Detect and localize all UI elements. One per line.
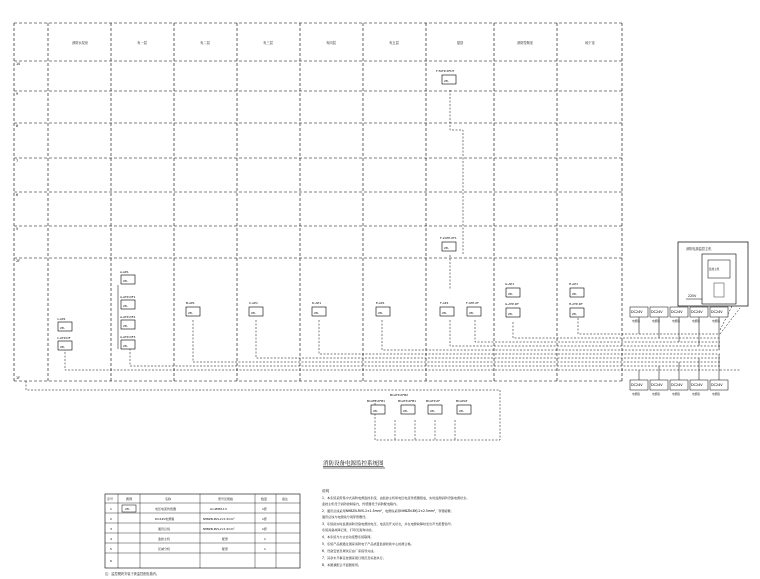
legend-name: DC24V电源箱 [155, 517, 175, 521]
column-header: 负三层 [263, 41, 273, 45]
supply-label: DC24V [691, 383, 703, 387]
supply-sub: 电源箱 [672, 320, 680, 323]
column-header: 地下室 [585, 41, 595, 45]
module-label: H-ATP-DF [569, 302, 583, 306]
module-label: 1-AP1 [57, 317, 66, 321]
bus-label: 220V [688, 294, 697, 298]
notes [322, 488, 469, 567]
floor-label: 2F [16, 259, 21, 263]
module-label: F-ATP-XF [466, 301, 479, 305]
legend-header: 型号及规格 [218, 497, 234, 501]
legend-header: 备注 [282, 497, 289, 501]
module-label: G-AP1 [505, 282, 515, 286]
floor-label: 1F [16, 376, 21, 380]
column-header: 消防控制室 [517, 41, 533, 45]
module-sub: 2PL [444, 80, 449, 83]
module-sub: 2PL [459, 410, 464, 413]
module-sub: 2PL [508, 293, 513, 296]
supply-sub: 电源箱 [712, 393, 720, 396]
sensor-modules [57, 69, 584, 350]
note-line: 通讯总线与电源线分别穿管敷设。 [322, 515, 369, 519]
supply-label: DC24V [671, 310, 683, 314]
legend-qty: 1套 [262, 527, 267, 531]
supply-sub: 电源箱 [632, 393, 640, 396]
note-line: 2、通讯总线采用NHBZN-RVS-2×1.5mm²，电源线采用NHBZN-BYJ-2×2.5mm²，穿管暗敷。 [322, 509, 454, 513]
column-header: 负一层 [137, 41, 147, 45]
legend-spec: AcuEPM-13 [210, 507, 227, 511]
module-label: E-AP1 [376, 301, 385, 305]
diagram-title: 消防设备电源监控系统图 [323, 461, 384, 467]
legend-header: 图例 [126, 497, 133, 501]
note-line: 3、系统能实时监测消防设备电源的电压、电流及开关状态，并在电源故障时发出声光报警信号。 [322, 522, 454, 526]
supply-sub: 电源箱 [652, 393, 660, 396]
legend-spec: 配套 [222, 537, 229, 541]
legend-qty: 1套 [262, 517, 267, 521]
legend-header: 数量 [261, 497, 268, 501]
supply-sub: 电源箱 [652, 320, 660, 323]
bottom-group-label: B1ATP-XFB2 [390, 393, 409, 397]
floor-label: 8 [16, 124, 19, 128]
module-label: H-AP1 [569, 282, 579, 286]
notes-title: 说明 [322, 489, 330, 493]
module-label: D-AP1 [312, 301, 322, 305]
supply-boxes [630, 307, 728, 396]
supply-label: DC24V [711, 383, 723, 387]
monitor-host [678, 242, 748, 306]
legend-name: 电压电流传感器 [155, 507, 177, 511]
floor-label: 10 [16, 62, 21, 66]
module-label: F-AP1 [440, 301, 449, 305]
legend-no: 2 [110, 517, 112, 521]
legend-spec: NHBZN-RVS-2×1.5mm² [203, 527, 235, 531]
module-sub: 2PL [60, 327, 65, 330]
monitor-title: 消防电源监控主机 [686, 247, 712, 251]
module-sub: 2PL [60, 346, 65, 349]
legend-name: 通讯总线 [158, 527, 171, 531]
note-line: 系统具备故障记录、打印及查询功能。 [322, 528, 375, 532]
module-sub: 2PL [373, 410, 378, 413]
supply-label: DC24V [651, 383, 663, 387]
floor-grid [14, 23, 622, 381]
note-line: 1、本系统采用集中式消防电源监控系统，由监控主机和电压电流传感器组成，实时监测消防设备电源状态。 [322, 496, 470, 500]
module-label: B1ATP-XFB1 [398, 399, 417, 403]
module-sub: 2PL [508, 313, 513, 316]
legend-name: 监控主机 [158, 537, 171, 541]
module-sub: 2PL [251, 312, 256, 315]
supply-sub: 电源箱 [692, 320, 700, 323]
floor-label: 7 [16, 159, 19, 163]
legend-qty: 1套 [262, 507, 267, 511]
module-sub: 2PL [430, 410, 435, 413]
supply-label: DC24V [651, 310, 663, 314]
floor-label: 5 [16, 227, 19, 231]
module-sub: 2PL [123, 305, 128, 308]
module-label: A-ATP-DF3 [120, 335, 136, 339]
module-sub: 2PL [572, 313, 577, 316]
column-header: 负五层 [389, 41, 399, 45]
legend-footnote: 注：监控模块安装于被监控配电箱内。 [105, 572, 160, 576]
legend-no: 3 [110, 527, 112, 531]
legend-no: 1 [110, 507, 112, 511]
module-sub: 2PL [444, 247, 449, 250]
note-line: 6、设备安装及调试应由厂家指导完成。 [322, 549, 377, 553]
supply-sub: 电源箱 [632, 320, 640, 323]
note-line: 5、系统产品须通过国家消防电子产品质量监督检验中心检测合格。 [322, 542, 414, 546]
module-sub: 2PL [314, 312, 319, 315]
legend-symbol: 2PL [125, 508, 130, 511]
module-label: B1ATP-XFB1 [367, 399, 386, 403]
legend-table [105, 494, 300, 576]
supply-label: DC24V [631, 383, 643, 387]
legend-no: 6 [110, 559, 112, 563]
supply-label: DC24V [671, 383, 683, 387]
module-label: B-AP1 [186, 301, 195, 305]
supply-sub: 电源箱 [672, 393, 680, 396]
note-line: 8、本图须配合平面图使用。 [322, 563, 362, 567]
module-sub: 2PL [123, 345, 128, 348]
module-sub: 2PL [123, 280, 128, 283]
column-headers [72, 40, 596, 45]
floor-label: 6 [16, 193, 19, 197]
note-line: 7、其余未尽事宜按国家现行规范及标准执行。 [322, 556, 386, 560]
module-sub: 2PL [572, 293, 577, 296]
supply-sub: 电源箱 [712, 320, 720, 323]
monitor-screen: 监控主机 [709, 268, 720, 271]
module-sub: 2PL [123, 325, 128, 328]
column-header: 负二层 [200, 41, 210, 45]
floor-label: 9 [16, 92, 19, 96]
floor-labels [16, 62, 20, 380]
module-sub: 2PL [378, 312, 383, 315]
legend-name: 区域分机 [158, 547, 171, 551]
module-label: B1APLE [456, 399, 468, 403]
legend-no: 5 [110, 547, 112, 551]
module-label: A-ATP-DF2 [120, 315, 136, 319]
legend-spec: 配套 [222, 547, 229, 551]
legend-qty: 1 [264, 537, 266, 541]
legend-no: 4 [110, 537, 112, 541]
module-label: C-AP1 [249, 301, 258, 305]
module-sub: 2PL [188, 312, 193, 315]
column-header: 屋顶 [456, 41, 464, 45]
module-label: 1-ATP-DF [57, 336, 71, 340]
module-sub: 2PL [403, 410, 408, 413]
module-label: A-AP1 [120, 270, 129, 274]
column-header: 消防水泵房 [72, 41, 88, 45]
legend-header: 名称 [165, 497, 172, 501]
note-line: 监控主机设于消防控制室内，传感器设于消防配电箱内。 [322, 502, 400, 506]
module-label: G-ATP-DF [505, 302, 519, 306]
supply-label: DC24V [691, 310, 703, 314]
supply-sub: 电源箱 [692, 393, 700, 396]
legend-header: 序号 [107, 497, 114, 501]
column-header: 负四层 [326, 41, 336, 45]
module-label: F-TATP-XFDT [436, 69, 455, 73]
module-sub: 2PL [442, 312, 447, 315]
module-label: B1ATP-XF [426, 399, 441, 403]
supply-label: DC24V [631, 310, 643, 314]
legend-qty: 1 [264, 547, 266, 551]
bottom-modules [367, 393, 471, 414]
module-label: F-2ATP-XF1 [440, 236, 457, 240]
legend-spec: NHBZN-RVS-2×1.5mm² [203, 517, 235, 521]
module-sub: 2PL [469, 312, 474, 315]
note-line: 4、本系统与火灾自动报警系统联网。 [322, 535, 374, 539]
supply-label: DC24V [711, 310, 723, 314]
module-label: A-ATP-DF1 [120, 295, 136, 299]
